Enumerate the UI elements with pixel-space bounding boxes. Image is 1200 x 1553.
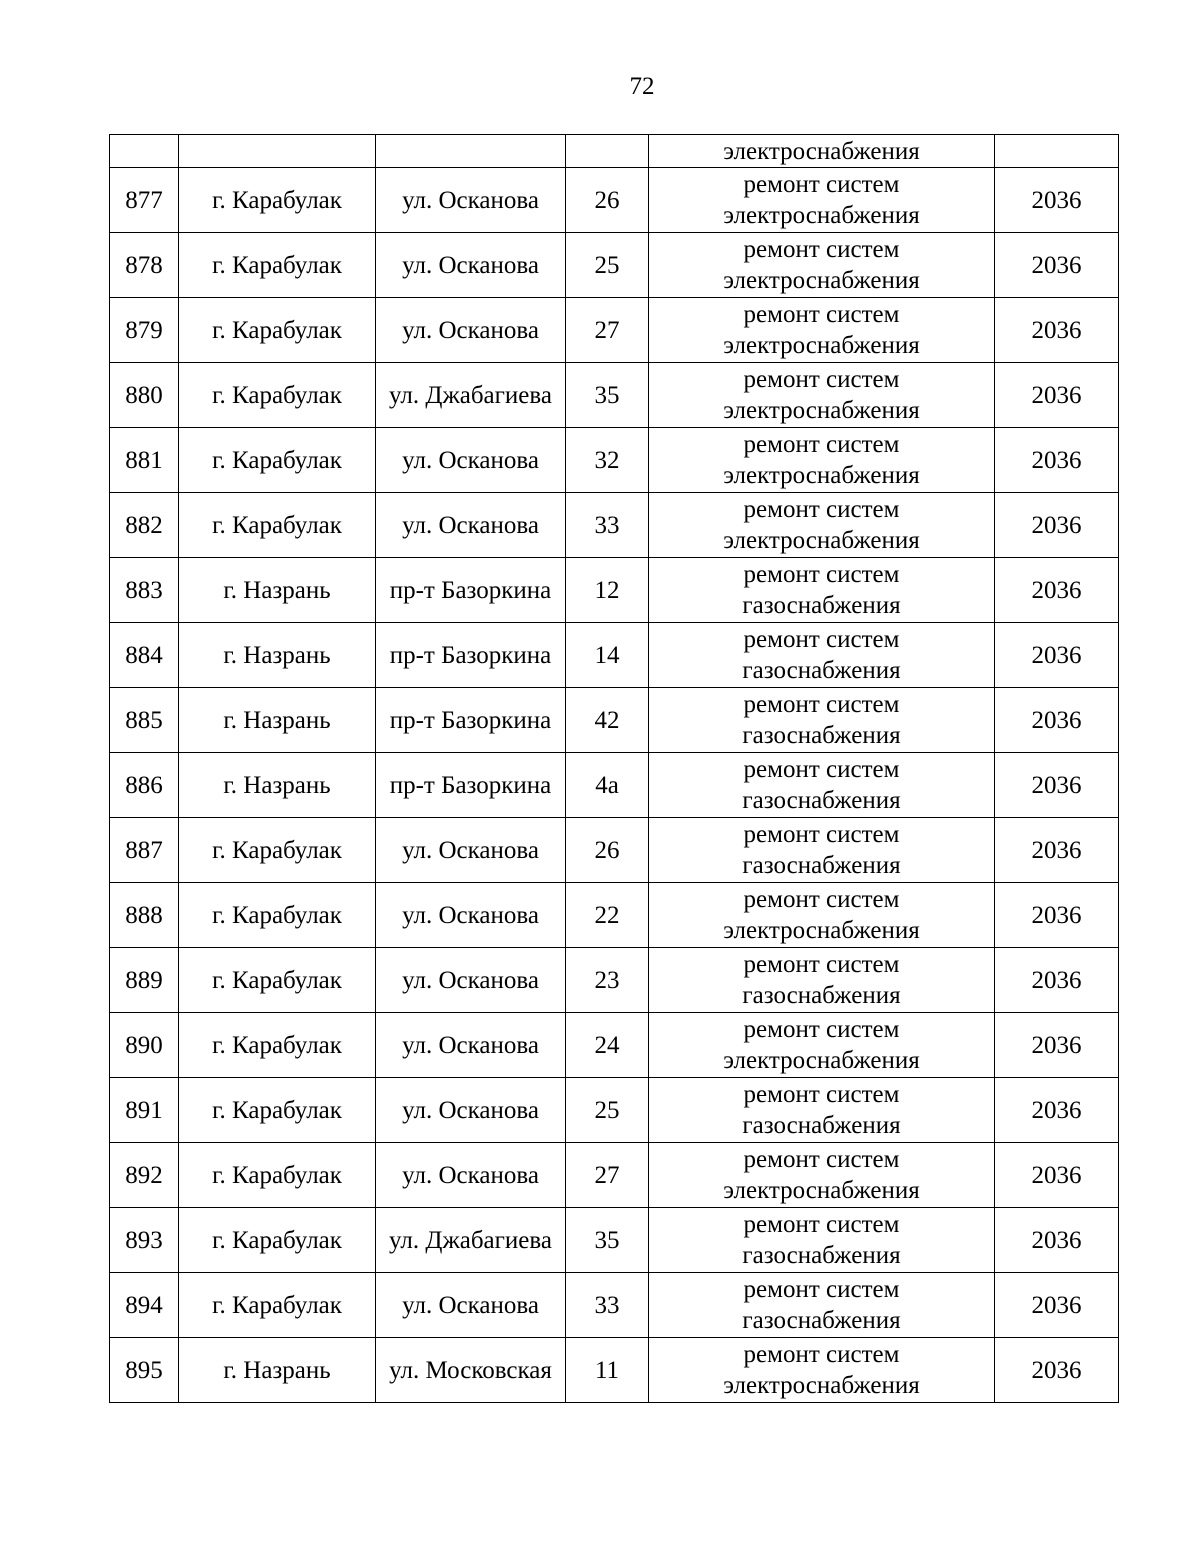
cell-year: 2036 <box>995 818 1119 883</box>
cell-street: ул. Осканова <box>376 818 566 883</box>
cell-num: 894 <box>110 1273 179 1338</box>
work-line-1: ремонт систем <box>743 236 900 263</box>
cell-work: электроснабжения <box>649 135 995 168</box>
cell-street: пр-т Базоркина <box>376 753 566 818</box>
table-body <box>110 135 1119 1403</box>
cell-work <box>649 168 995 233</box>
cell-num: 884 <box>110 623 179 688</box>
cell-city: г. Карабулак <box>179 1208 376 1273</box>
continuation-row <box>110 135 1119 168</box>
cell-work <box>649 1338 995 1403</box>
cell-street: пр-т Базоркина <box>376 623 566 688</box>
table-row <box>110 428 1119 493</box>
cell-house: 11 <box>566 1338 649 1403</box>
cell-work <box>649 753 995 818</box>
cell-street: пр-т Базоркина <box>376 688 566 753</box>
cell-year: 2036 <box>995 168 1119 233</box>
table-row <box>110 623 1119 688</box>
table-row <box>110 493 1119 558</box>
cell-house: 25 <box>566 233 649 298</box>
cell-year: 2036 <box>995 1143 1119 1208</box>
cell-work <box>649 688 995 753</box>
work-line-2: газоснабжения <box>742 657 901 684</box>
table-row <box>110 1013 1119 1078</box>
cell-year: 2036 <box>995 948 1119 1013</box>
cell-street: ул. Осканова <box>376 883 566 948</box>
cell-house: 27 <box>566 1143 649 1208</box>
cell-street: ул. Московская <box>376 1338 566 1403</box>
table-row <box>110 298 1119 363</box>
table-row <box>110 688 1119 753</box>
cell-city: г. Карабулак <box>179 1078 376 1143</box>
cell-num: 888 <box>110 883 179 948</box>
work-line-2: электроснабжения <box>723 527 920 554</box>
cell-city: г. Назрань <box>179 1338 376 1403</box>
cell-street: ул. Джабагиева <box>376 1208 566 1273</box>
cell-num: 893 <box>110 1208 179 1273</box>
work-line-1: ремонт систем <box>743 431 900 458</box>
cell-num: 878 <box>110 233 179 298</box>
cell-house: 35 <box>566 363 649 428</box>
cell-street: ул. Осканова <box>376 298 566 363</box>
cell-num: 879 <box>110 298 179 363</box>
cell-work <box>649 623 995 688</box>
cell-year: 2036 <box>995 1013 1119 1078</box>
cell-city: г. Карабулак <box>179 363 376 428</box>
cell-year: 2036 <box>995 688 1119 753</box>
cell-year: 2036 <box>995 753 1119 818</box>
cell-work <box>649 493 995 558</box>
cell-street: ул. Осканова <box>376 493 566 558</box>
cell-house: 14 <box>566 623 649 688</box>
cell-work <box>649 233 995 298</box>
work-line-2: газоснабжения <box>742 1242 901 1269</box>
cell-street: ул. Осканова <box>376 1013 566 1078</box>
work-line-1: ремонт систем <box>743 626 900 653</box>
cell-house: 12 <box>566 558 649 623</box>
cell-street: ул. Осканова <box>376 168 566 233</box>
table-row <box>110 363 1119 428</box>
cell-work <box>649 428 995 493</box>
cell-num: 880 <box>110 363 179 428</box>
cell-num: 890 <box>110 1013 179 1078</box>
cell-house: 24 <box>566 1013 649 1078</box>
cell-work <box>649 1208 995 1273</box>
cell-street: ул. Осканова <box>376 1273 566 1338</box>
cell-year <box>995 135 1119 168</box>
work-line-1: ремонт систем <box>743 366 900 393</box>
work-line-2: электроснабжения <box>723 1177 920 1204</box>
cell-work <box>649 1078 995 1143</box>
cell-city: г. Карабулак <box>179 818 376 883</box>
cell-city: г. Назрань <box>179 753 376 818</box>
cell-house: 27 <box>566 298 649 363</box>
work-line-2: электроснабжения <box>723 202 920 229</box>
cell-year: 2036 <box>995 363 1119 428</box>
cell-num: 885 <box>110 688 179 753</box>
cell-num: 892 <box>110 1143 179 1208</box>
work-line-2: газоснабжения <box>742 1307 901 1334</box>
work-line-2: электроснабжения <box>723 332 920 359</box>
work-line-2: газоснабжения <box>742 852 901 879</box>
cell-house: 26 <box>566 818 649 883</box>
work-line-2: электроснабжения <box>723 1372 920 1399</box>
table-row <box>110 1338 1119 1403</box>
cell-house: 33 <box>566 493 649 558</box>
cell-house <box>566 135 649 168</box>
cell-city: г. Назрань <box>179 558 376 623</box>
cell-work <box>649 1273 995 1338</box>
cell-num: 877 <box>110 168 179 233</box>
work-line-1: ремонт систем <box>743 886 900 913</box>
repair-schedule-table <box>109 134 1119 1403</box>
cell-num <box>110 135 179 168</box>
page-number: 72 <box>629 73 655 100</box>
table-row <box>110 168 1119 233</box>
work-line-1: ремонт систем <box>743 1146 900 1173</box>
cell-num: 883 <box>110 558 179 623</box>
work-line-1: ремонт систем <box>743 951 900 978</box>
cell-street: ул. Осканова <box>376 1078 566 1143</box>
cell-year: 2036 <box>995 883 1119 948</box>
table-row <box>110 1078 1119 1143</box>
cell-year: 2036 <box>995 558 1119 623</box>
cell-house: 35 <box>566 1208 649 1273</box>
work-line-1: ремонт систем <box>743 301 900 328</box>
work-line-2: газоснабжения <box>742 592 901 619</box>
cell-year: 2036 <box>995 623 1119 688</box>
table-row <box>110 948 1119 1013</box>
cell-year: 2036 <box>995 298 1119 363</box>
table-row <box>110 1208 1119 1273</box>
cell-city <box>179 135 376 168</box>
cell-work <box>649 818 995 883</box>
cell-house: 25 <box>566 1078 649 1143</box>
cell-work <box>649 363 995 428</box>
cell-street <box>376 135 566 168</box>
cell-work <box>649 558 995 623</box>
work-line-1: ремонт систем <box>743 561 900 588</box>
cell-city: г. Карабулак <box>179 948 376 1013</box>
cell-city: г. Карабулак <box>179 428 376 493</box>
cell-city: г. Карабулак <box>179 298 376 363</box>
cell-work <box>649 948 995 1013</box>
work-line-1: ремонт систем <box>743 1016 900 1043</box>
cell-year: 2036 <box>995 1078 1119 1143</box>
cell-house: 26 <box>566 168 649 233</box>
table-row <box>110 1273 1119 1338</box>
cell-year: 2036 <box>995 1208 1119 1273</box>
work-line-2: газоснабжения <box>742 722 901 749</box>
work-line-2: электроснабжения <box>723 397 920 424</box>
cell-city: г. Карабулак <box>179 883 376 948</box>
work-line-2: электроснабжения <box>723 462 920 489</box>
cell-street: ул. Осканова <box>376 428 566 493</box>
cell-num: 882 <box>110 493 179 558</box>
table-row <box>110 753 1119 818</box>
work-line-2: электроснабжения <box>723 267 920 294</box>
cell-num: 886 <box>110 753 179 818</box>
cell-city: г. Карабулак <box>179 1143 376 1208</box>
cell-city: г. Карабулак <box>179 1013 376 1078</box>
cell-city: г. Карабулак <box>179 1273 376 1338</box>
cell-street: ул. Осканова <box>376 1143 566 1208</box>
work-line-1: ремонт систем <box>743 756 900 783</box>
cell-house: 4а <box>566 753 649 818</box>
cell-house: 42 <box>566 688 649 753</box>
cell-street: ул. Осканова <box>376 948 566 1013</box>
cell-num: 889 <box>110 948 179 1013</box>
work-line-1: ремонт систем <box>743 1276 900 1303</box>
work-line-1: ремонт систем <box>743 171 900 198</box>
cell-street: ул. Осканова <box>376 233 566 298</box>
cell-work <box>649 883 995 948</box>
cell-year: 2036 <box>995 493 1119 558</box>
cell-house: 22 <box>566 883 649 948</box>
table-row <box>110 233 1119 298</box>
cell-year: 2036 <box>995 233 1119 298</box>
work-line-2: газоснабжения <box>742 787 901 814</box>
work-line-2: электроснабжения <box>723 917 920 944</box>
work-line-2: электроснабжения <box>723 1047 920 1074</box>
cell-work <box>649 1143 995 1208</box>
cell-year: 2036 <box>995 1273 1119 1338</box>
work-line-2: газоснабжения <box>742 982 901 1009</box>
cell-city: г. Карабулак <box>179 493 376 558</box>
cell-work <box>649 1013 995 1078</box>
cell-house: 23 <box>566 948 649 1013</box>
table-row <box>110 1143 1119 1208</box>
cell-house: 33 <box>566 1273 649 1338</box>
work-line-1: ремонт систем <box>743 1341 900 1368</box>
cell-num: 887 <box>110 818 179 883</box>
work-line-1: ремонт систем <box>743 691 900 718</box>
cell-city: г. Карабулак <box>179 233 376 298</box>
table-row <box>110 883 1119 948</box>
work-line-1: ремонт систем <box>743 496 900 523</box>
cell-year: 2036 <box>995 428 1119 493</box>
work-line-1: ремонт систем <box>743 1081 900 1108</box>
cell-house: 32 <box>566 428 649 493</box>
cell-num: 891 <box>110 1078 179 1143</box>
cell-num: 881 <box>110 428 179 493</box>
cell-year: 2036 <box>995 1338 1119 1403</box>
cell-street: пр-т Базоркина <box>376 558 566 623</box>
cell-street: ул. Джабагиева <box>376 363 566 428</box>
cell-num: 895 <box>110 1338 179 1403</box>
table-row <box>110 558 1119 623</box>
cell-work <box>649 298 995 363</box>
cell-city: г. Карабулак <box>179 168 376 233</box>
work-line-1: ремонт систем <box>743 821 900 848</box>
work-line-1: ремонт систем <box>743 1211 900 1238</box>
table-row <box>110 818 1119 883</box>
cell-city: г. Назрань <box>179 623 376 688</box>
work-line-2: газоснабжения <box>742 1112 901 1139</box>
cell-city: г. Назрань <box>179 688 376 753</box>
